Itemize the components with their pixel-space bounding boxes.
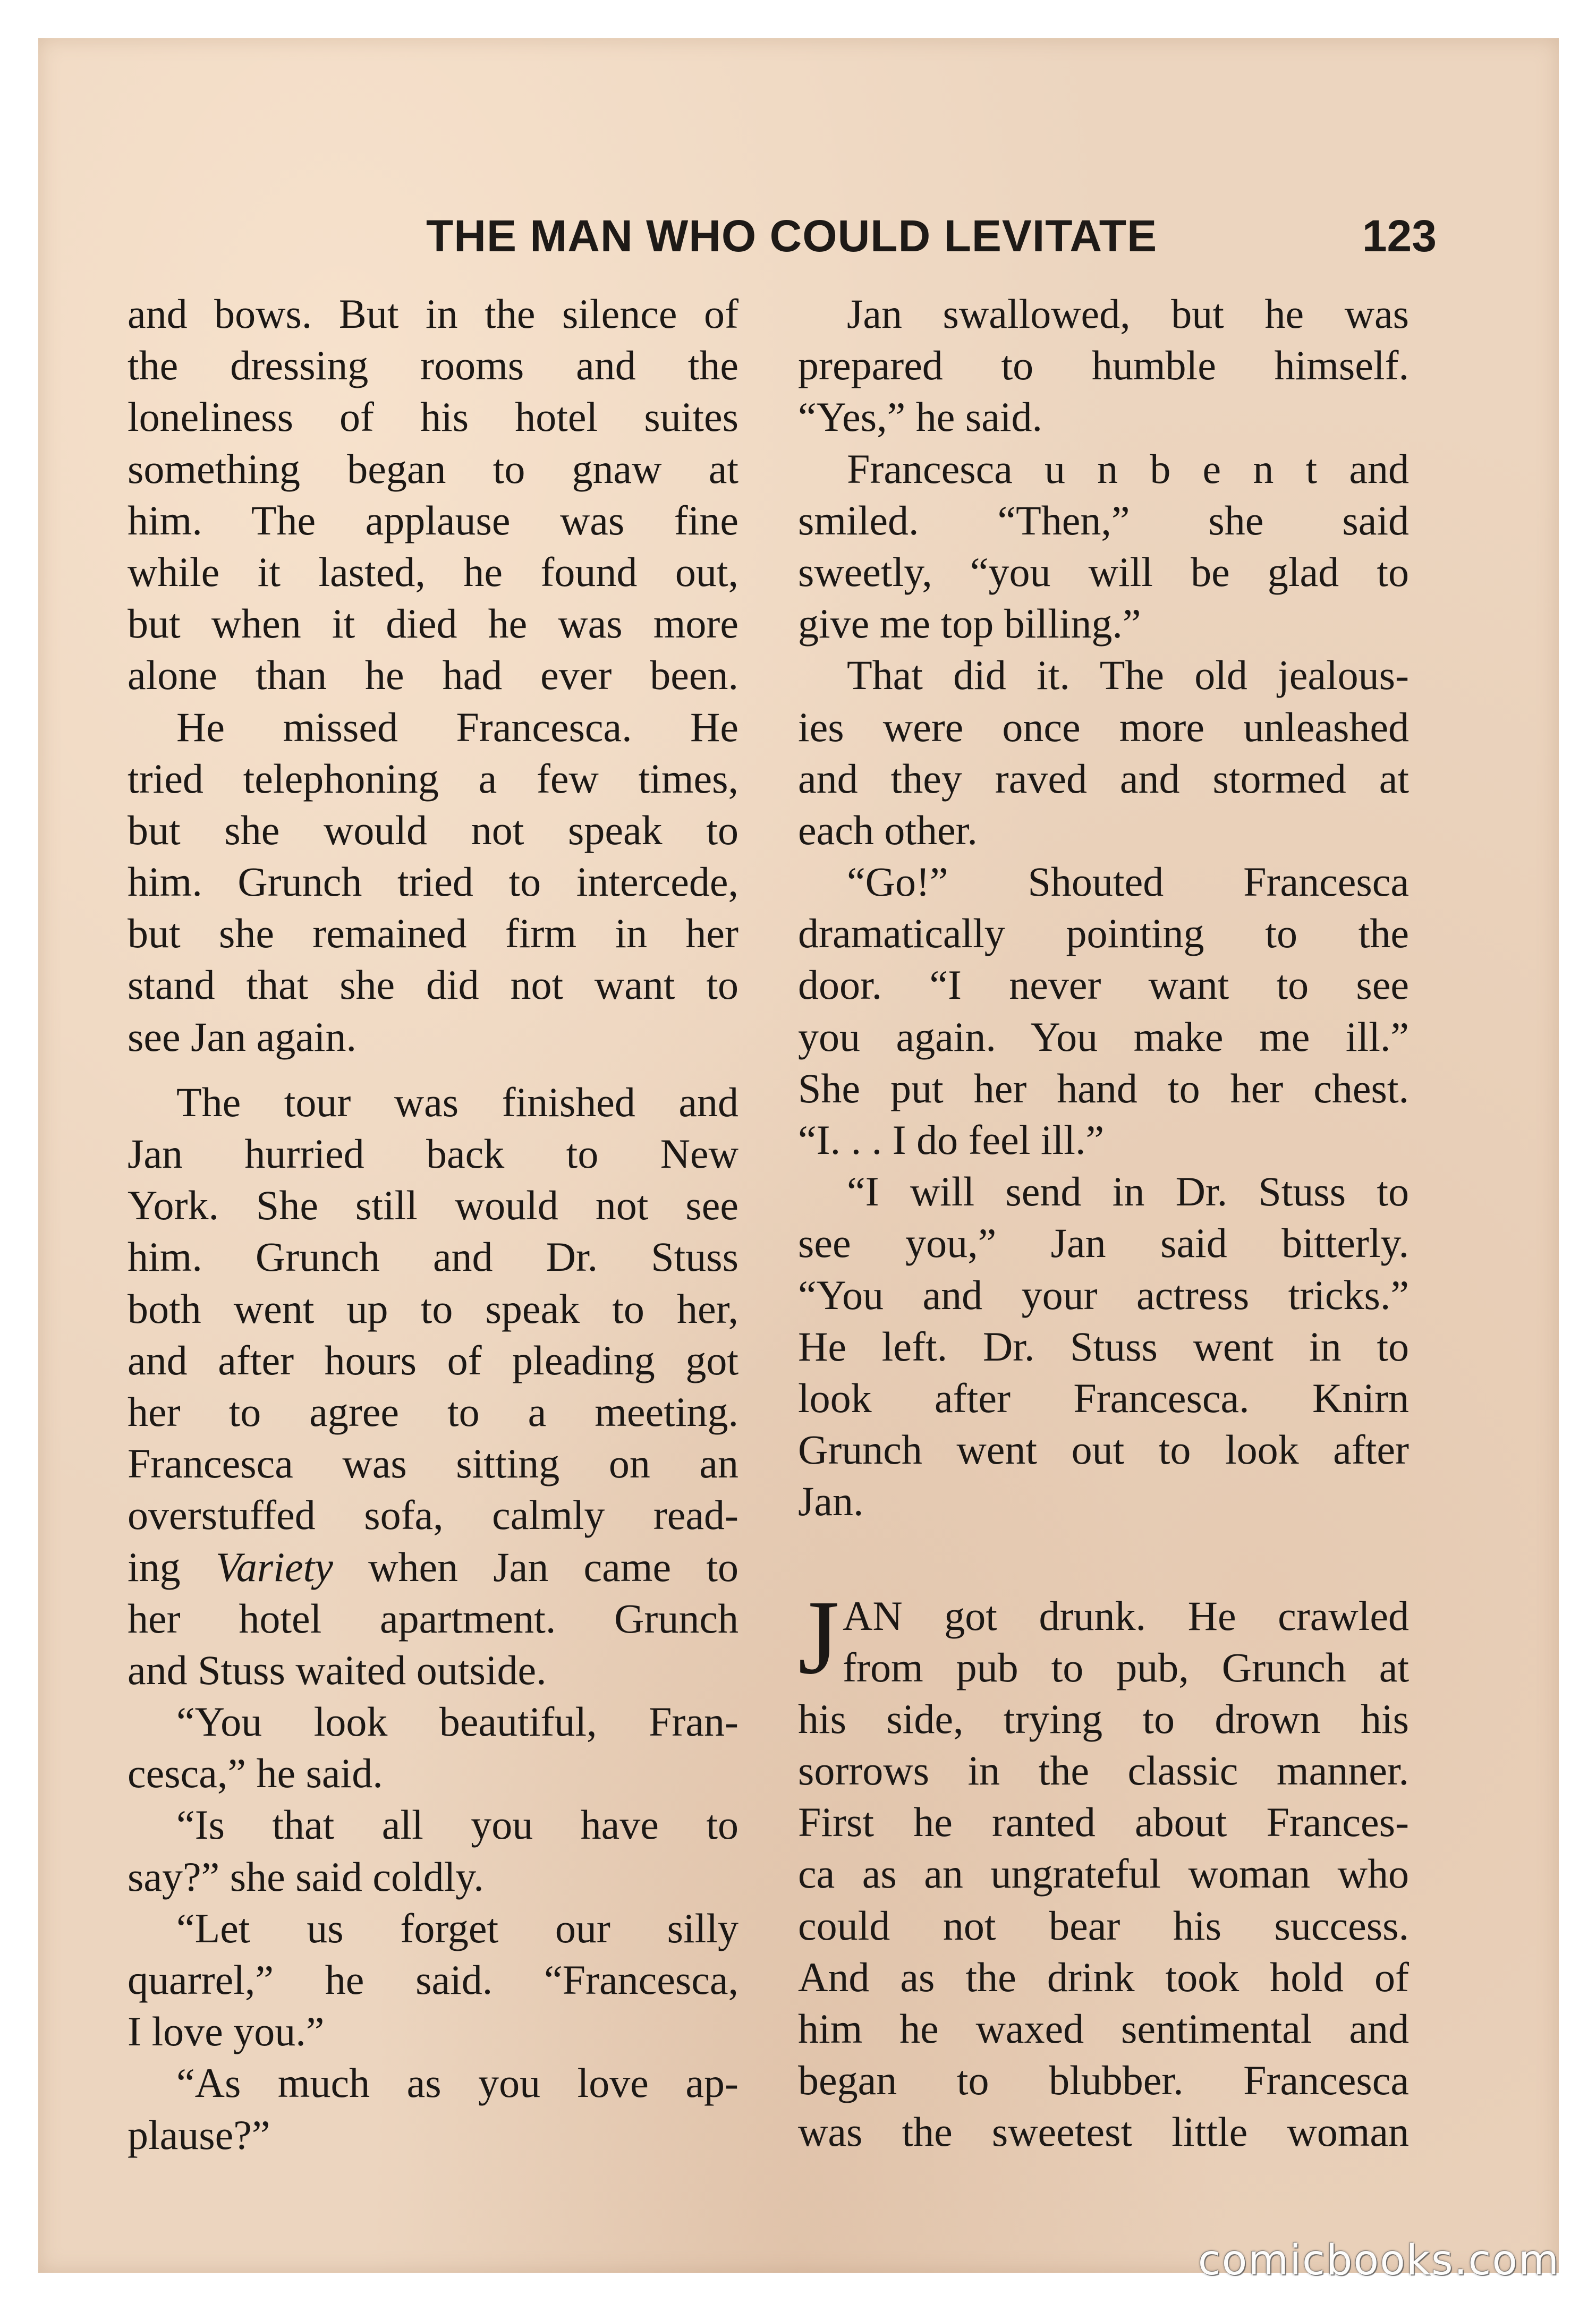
- page-number: 123: [1362, 211, 1437, 261]
- text-line: stand that she did not want to: [128, 962, 738, 1008]
- text-line: prepared to humble himself.: [798, 342, 1409, 389]
- text-line: her to agree to a meeting.: [128, 1388, 738, 1435]
- text-line: “Go!” Shouted Francesca: [847, 859, 1409, 905]
- text-line: her hotel apartment. Grunch: [128, 1595, 738, 1642]
- text-line: ca as an ungrateful woman who: [798, 1850, 1409, 1897]
- left-column: [128, 288, 738, 2200]
- text-line: and Stuss waited outside.: [128, 1646, 547, 1693]
- paragraph: [798, 1578, 1409, 2158]
- text-line: see Jan again.: [128, 1013, 356, 1060]
- text-line: First he ranted about Frances-: [798, 1799, 1409, 1846]
- text-line: from pub to pub, Grunch at: [843, 1644, 1409, 1690]
- text-line: loneliness of his hotel suites: [128, 394, 738, 440]
- paragraph-spacer: [128, 1063, 738, 1076]
- text-line: was the sweetest little woman: [798, 2109, 1409, 2155]
- text-line: He left. Dr. Stuss went in to: [798, 1323, 1409, 1370]
- text-line: sorrows in the classic manner.: [798, 1747, 1409, 1794]
- paragraph: [798, 649, 1409, 856]
- text-line: Francesca was sitting on an: [128, 1440, 738, 1487]
- paragraph: [798, 1166, 1409, 1527]
- paragraph: [128, 1076, 738, 1696]
- text-line: but she would not speak to: [128, 806, 738, 853]
- text-line: you again. You make me ill.”: [798, 1013, 1409, 1060]
- site-watermark: comicbooks.com: [1198, 2237, 1560, 2284]
- text-line: smiled. “Then,” she said: [798, 497, 1409, 543]
- text-line: I love you.”: [128, 2008, 325, 2055]
- text-line: “I. . . I do feel ill.”: [798, 1117, 1105, 1163]
- text-line: “As much as you love ap-: [176, 2060, 738, 2106]
- text-line: quarrel,” he said. “Francesca,: [128, 1957, 738, 2003]
- text-line: “Let us forget our silly: [176, 1905, 738, 1951]
- text-line: Francesca u n b e n t and: [847, 445, 1409, 492]
- text-line: both went up to speak to her,: [128, 1285, 738, 1332]
- text-line: “I will send in Dr. Stuss to: [847, 1168, 1409, 1215]
- magazine-title: Variety: [215, 1543, 333, 1590]
- paragraph: [798, 856, 1409, 1166]
- text-line: Grunch went out to look after: [798, 1426, 1409, 1473]
- text-line: him he waxed sentimental and: [798, 2006, 1409, 2052]
- right-column: [798, 288, 1409, 2200]
- section-break: [798, 1527, 1409, 1590]
- text-line: ing Variety when Jan came to: [128, 1543, 738, 1590]
- text-line: alone than he had ever been.: [128, 652, 738, 699]
- text-line: The tour was finished and: [176, 1078, 738, 1125]
- text-line: but when it died he was more: [128, 600, 738, 647]
- text-line: say?” she said coldly.: [128, 1853, 484, 1900]
- text-line: And as the drink took hold of: [798, 1953, 1409, 2000]
- text-line: see you,” Jan said bitterly.: [798, 1220, 1409, 1267]
- text-line: Jan swallowed, but he was: [847, 291, 1409, 337]
- text-line: give me top billing.”: [798, 600, 1141, 647]
- text-line: and after hours of pleading got: [128, 1337, 738, 1383]
- text-line: York. She still would not see: [128, 1182, 738, 1229]
- text-line: “You look beautiful, Fran-: [176, 1698, 738, 1745]
- text-line: each other.: [798, 806, 978, 853]
- text-line: plause?”: [128, 2111, 270, 2158]
- text-line: She put her hand to her chest.: [798, 1065, 1409, 1111]
- paragraph: [128, 288, 738, 701]
- text-line: him. The applause was fine: [128, 497, 738, 543]
- text-line: and bows. But in the silence of: [128, 291, 738, 337]
- text-line: the dressing rooms and the: [128, 342, 738, 389]
- drop-cap: J: [798, 1578, 839, 1696]
- paragraph: [128, 1696, 738, 1799]
- text-line: AN got drunk. He crawled: [843, 1592, 1409, 1639]
- text-line: He missed Francesca. He: [176, 703, 738, 750]
- text-line: “Yes,” he said.: [798, 394, 1043, 440]
- text-line: but she remained firm in her: [128, 910, 738, 957]
- text-line: something began to gnaw at: [128, 445, 738, 492]
- text-line: him. Grunch and Dr. Stuss: [128, 1234, 738, 1280]
- paragraph: [128, 1902, 738, 2058]
- text-line: look after Francesca. Knirn: [798, 1374, 1409, 1421]
- text-line: cesca,” he said.: [128, 1750, 383, 1797]
- text-line: dramatically pointing to the: [798, 910, 1409, 957]
- paragraph: [128, 2057, 738, 2160]
- paragraph: [128, 1799, 738, 1902]
- text-line: Jan.: [798, 1478, 864, 1525]
- paragraph: [128, 701, 738, 1063]
- text-line: Jan hurried back to New: [128, 1131, 738, 1177]
- text-line: and they raved and stormed at: [798, 755, 1409, 802]
- text-line: “Is that all you have to: [176, 1802, 738, 1848]
- text-line: sweetly, “you will be glad to: [798, 548, 1409, 595]
- text-line: “You and your actress tricks.”: [798, 1271, 1409, 1318]
- text-line: began to blubber. Francesca: [798, 2057, 1409, 2104]
- text-line: could not bear his success.: [798, 1902, 1409, 1949]
- text-line: tried telephoning a few times,: [128, 755, 738, 802]
- text-line: ies were once more unleashed: [798, 703, 1409, 750]
- paragraph: [798, 443, 1409, 650]
- text-line: him. Grunch tried to intercede,: [128, 859, 738, 905]
- paragraph: [798, 288, 1409, 443]
- running-head: [38, 209, 1559, 289]
- text-line: overstuffed sofa, calmly read-: [128, 1492, 738, 1539]
- text-line: That did it. The old jealous-: [847, 652, 1409, 699]
- book-page: [38, 38, 1559, 2273]
- running-title: THE MAN WHO COULD LEVITATE: [426, 211, 1158, 261]
- text-line: his side, trying to drown his: [798, 1695, 1409, 1742]
- text-line: door. “I never want to see: [798, 962, 1409, 1008]
- text-line: while it lasted, he found out,: [128, 548, 738, 595]
